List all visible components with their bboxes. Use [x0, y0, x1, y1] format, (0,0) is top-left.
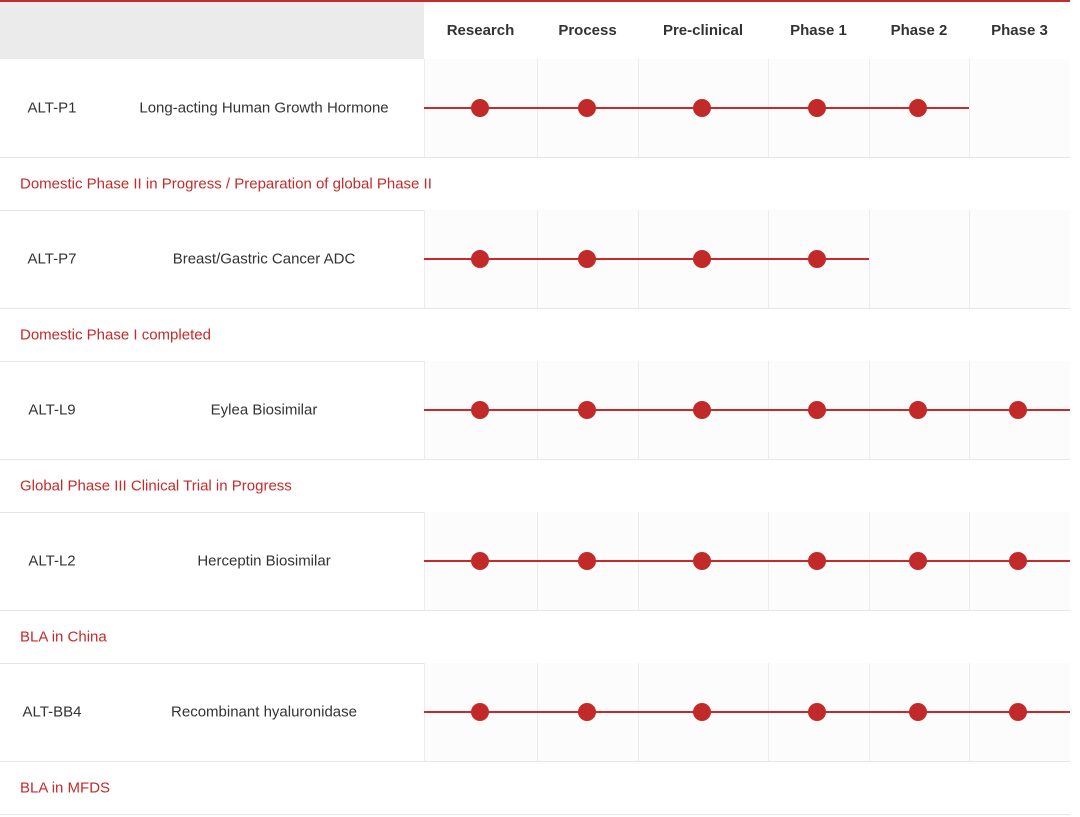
row-divider — [0, 459, 1070, 460]
stage-dot — [808, 401, 826, 419]
stage-dot — [808, 703, 826, 721]
row-divider — [0, 814, 1070, 815]
progress-line — [424, 560, 1070, 562]
stage-dot — [909, 401, 927, 419]
row-divider — [0, 308, 1070, 309]
pipeline-status: Domestic Phase II in Progress / Preparation of global Phase II — [20, 175, 432, 192]
pipeline-name: Herceptin Biosimilar — [197, 552, 331, 570]
row-divider — [0, 157, 1070, 158]
pipeline-name: Recombinant hyaluronidase — [171, 703, 357, 721]
stage-dot — [578, 552, 596, 570]
stage-dot — [578, 250, 596, 268]
stage-dot — [1009, 703, 1027, 721]
stage-dot — [693, 99, 711, 117]
progress-line — [424, 258, 869, 260]
stage-dot — [471, 552, 489, 570]
stage-dot — [909, 703, 927, 721]
stage-header-row — [0, 2, 1070, 59]
header-phase-2: Phase 2 — [890, 22, 948, 39]
header-phase-1: Phase 1 — [790, 22, 847, 39]
stage-dot — [471, 401, 489, 419]
stage-cell — [969, 210, 1070, 308]
row-divider — [0, 610, 1070, 611]
stage-dot — [909, 99, 927, 117]
stage-dot — [1009, 401, 1027, 419]
header-phase-3: Phase 3 — [991, 22, 1048, 39]
stage-dot — [693, 552, 711, 570]
pipeline-code: ALT-L9 — [28, 401, 76, 419]
stage-dot — [693, 703, 711, 721]
stage-dot — [471, 250, 489, 268]
pipeline-code: ALT-L2 — [28, 552, 76, 570]
pipeline-code: ALT-BB4 — [22, 703, 82, 721]
progress-line — [424, 711, 1070, 713]
pipeline-status: Domestic Phase I completed — [20, 326, 211, 343]
stage-dot — [578, 401, 596, 419]
stage-dot — [578, 703, 596, 721]
header-process: Process — [558, 22, 617, 39]
row-divider — [0, 761, 1070, 762]
stage-dot — [1009, 552, 1027, 570]
header-blank-cell — [0, 2, 424, 59]
pipeline-status: BLA in China — [20, 628, 107, 645]
pipeline-name: Long-acting Human Growth Hormone — [139, 99, 389, 117]
progress-line — [424, 409, 1070, 411]
stage-cell — [969, 59, 1070, 157]
pipeline-status: Global Phase III Clinical Trial in Progress — [20, 477, 292, 494]
stage-dot — [808, 552, 826, 570]
stage-dot — [693, 401, 711, 419]
pipeline-status: BLA in MFDS — [20, 779, 111, 796]
stage-dot — [578, 99, 596, 117]
stage-dot — [909, 552, 927, 570]
pipeline-code: ALT-P7 — [27, 250, 77, 268]
pipeline-code: ALT-P1 — [27, 99, 77, 117]
stage-dot — [808, 99, 826, 117]
stage-dot — [693, 250, 711, 268]
header-pre-clinical: Pre-clinical — [662, 22, 744, 39]
header-research: Research — [446, 22, 515, 39]
pipeline-name: Eylea Biosimilar — [210, 401, 318, 419]
stage-dot — [808, 250, 826, 268]
stage-dot — [471, 99, 489, 117]
stage-dot — [471, 703, 489, 721]
pipeline-name: Breast/Gastric Cancer ADC — [172, 250, 356, 268]
stage-cell — [869, 210, 969, 308]
